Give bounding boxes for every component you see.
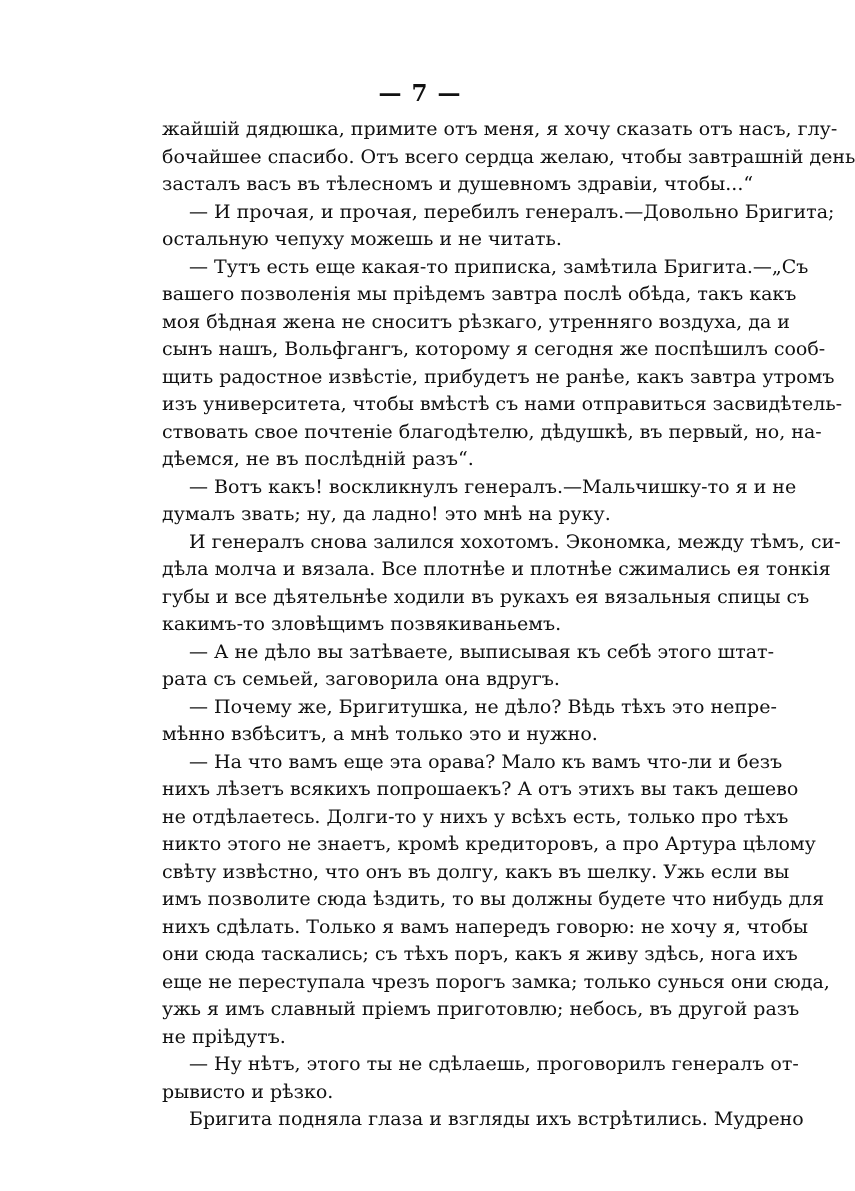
text-line: бочайшее спасибо. Отъ всего сердца желаю, чтобы завтрашній день (162, 145, 855, 168)
text-line: моя бѣдная жена не сноситъ рѣзкаго, утренняго воздуха, да и (162, 310, 790, 333)
text-line: не отдѣлаетесь. Долги-то у нихъ у всѣхъ есть, только про тѣхъ (162, 805, 789, 828)
text-line: — Почему же, Бригитушка, не дѣло? Вѣдь тѣхъ это непре- (189, 695, 777, 718)
text-line: не пріѣдутъ. (162, 1025, 286, 1048)
text-line: дѣла молча и вязала. Все плотнѣе и плотнѣе сжимались ея тонкія (162, 558, 831, 580)
text-line: губы и все дѣятельнѣе ходили въ рукахъ ея вязальныя спицы съ (162, 585, 810, 608)
page-number: — 7 — (378, 80, 462, 107)
text-line: рата съ семьей, заговорила она вдругъ. (162, 668, 560, 690)
text-line: остальную чепуху можешь и не читать. (162, 228, 562, 250)
text-line: ствовать свое почтеніе благодѣтелю, дѣдушкѣ, въ первый, но, на- (162, 420, 822, 443)
text-line: — Тутъ есть еще какая-то приписка, замѣтила Бригита.—„Съ (189, 255, 809, 278)
text-line: мѣнно взбѣситъ, а мнѣ только это и нужно. (162, 723, 598, 745)
text-line: — А не дѣло вы затѣваете, выписывая къ себѣ этого штат- (189, 640, 774, 663)
text-line: еще не переступала чрезъ порогъ замка; только сунься они сюда, (162, 970, 830, 993)
text-line: свѣту извѣстно, что онъ въ долгу, какъ въ шелку. Ужь если вы (162, 860, 790, 883)
text-line: вашего позволенія мы пріѣдемъ завтра послѣ обѣда, такъ какъ (162, 283, 797, 305)
text-line: рывисто и рѣзко. (162, 1080, 334, 1103)
text-line: жайшій дядюшка, примите отъ меня, я хочу сказать отъ насъ, глу- (162, 118, 838, 140)
text-line: щить радостное извѣстіе, прибудетъ не ранѣе, какъ завтра утромъ (162, 365, 835, 388)
text-line: — Ну нѣтъ, этого ты не сдѣлаешь, проговорилъ генералъ от- (189, 1053, 799, 1075)
text-line: — На что вамъ еще эта орава? Мало къ вамъ что-ли и безъ (189, 750, 783, 773)
text-line: Бригита подняла глаза и взгляды ихъ встрѣтились. Мудрено (189, 1108, 804, 1130)
text-line: имъ позволите сюда ѣздить, то вы должны будете что нибудь для (162, 888, 825, 910)
text-line: засталъ васъ въ тѣлесномъ и душевномъ здравіи, чтобы...“ (162, 173, 754, 195)
text-line: И генералъ снова залился хохотомъ. Экономка, между тѣмъ, си- (189, 530, 841, 553)
text-line: дѣемся, не въ послѣдній разъ“. (162, 448, 474, 470)
text-line: изъ университета, чтобы вмѣстѣ съ нами отправиться засвидѣтель- (162, 393, 843, 415)
text-line: нихъ лѣзетъ всякихъ попрошаекъ? А отъ этихъ вы такъ дешево (162, 778, 799, 800)
text-line: ужь я имъ славный пріемъ приготовлю; небось, въ другой разъ (162, 998, 800, 1020)
text-line: — И прочая, и прочая, перебилъ генералъ.—Довольно Бригита; (189, 200, 835, 223)
text-line: они сюда таскались; съ тѣхъ поръ, какъ я живу здѣсь, нога ихъ (162, 943, 798, 965)
text-line: — Вотъ какъ! воскликнулъ генералъ.—Мальчишку-то я и не (189, 475, 797, 498)
text-line: нихъ сдѣлать. Только я вамъ напередъ говорю: не хочу я, чтобы (162, 915, 808, 938)
page-body-text (162, 116, 855, 1134)
text-line: думалъ звать; ну, да ладно! это мнѣ на руку. (162, 503, 611, 525)
text-line: какимъ-то зловѣщимъ позвякиваньемъ. (162, 613, 562, 635)
text-line: сынъ нашъ, Вольфгангъ, которому я сегодня же поспѣшилъ сооб- (162, 338, 826, 360)
text-line: никто этого не знаетъ, кромѣ кредиторовъ, а про Артура цѣлому (162, 833, 816, 855)
